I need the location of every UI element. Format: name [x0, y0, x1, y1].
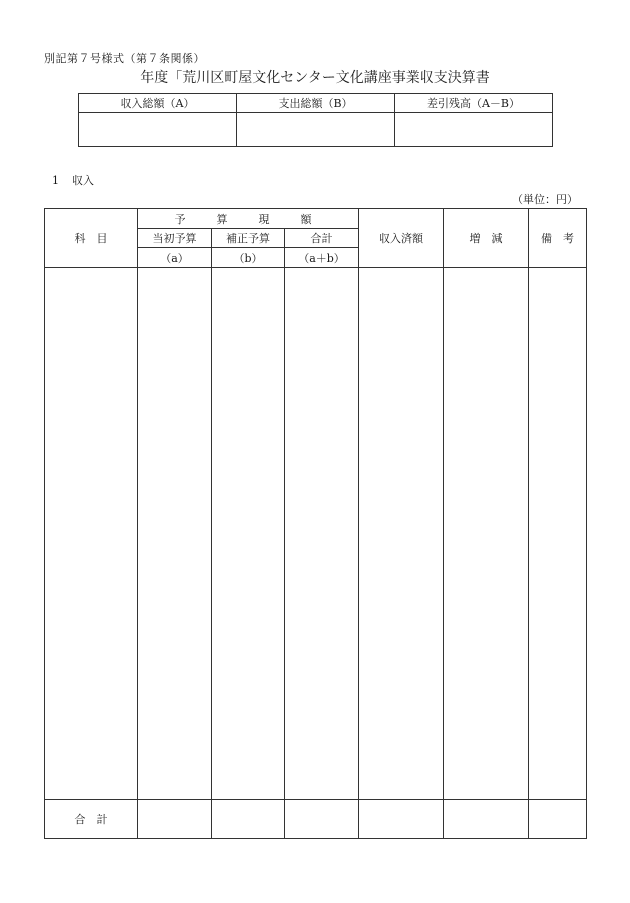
total-cell-change[interactable]	[444, 800, 529, 839]
summary-value-expense-total[interactable]	[237, 113, 395, 147]
summary-header-balance: 差引残高（A－B）	[395, 94, 553, 113]
header-change: 増 減	[444, 209, 529, 268]
summary-table	[78, 93, 553, 147]
document-title: 年度「荒川区町屋文化センター文化講座事業収支決算書	[140, 70, 490, 86]
header-budget-group: 予 算 現 額	[138, 209, 359, 229]
header-remarks: 備 考	[529, 209, 587, 268]
summary-value-income-total[interactable]	[79, 113, 237, 147]
section-number: 1	[52, 174, 59, 187]
header-budget-sum-sub: （a＋b）	[285, 248, 359, 268]
total-cell-remarks[interactable]	[529, 800, 587, 839]
section-heading	[52, 172, 94, 188]
header-supplement-budget-sub: （b）	[212, 248, 285, 268]
header-received: 収入済額	[359, 209, 444, 268]
summary-value-balance[interactable]	[395, 113, 553, 147]
unit-note: （単位：円）	[512, 193, 578, 206]
body-cell-supplement[interactable]	[212, 268, 285, 800]
header-initial-budget-sub: （a）	[138, 248, 212, 268]
section-label: 収入	[72, 174, 94, 187]
summary-header-income-total: 収入総額（A）	[79, 94, 237, 113]
header-budget-sum: 合計	[285, 229, 359, 248]
total-label: 合 計	[45, 800, 138, 839]
body-cell-received[interactable]	[359, 268, 444, 800]
header-initial-budget: 当初予算	[138, 229, 212, 248]
body-cell-sum[interactable]	[285, 268, 359, 800]
income-table	[44, 208, 587, 839]
header-supplement-budget: 補正予算	[212, 229, 285, 248]
total-cell-supplement[interactable]	[212, 800, 285, 839]
body-cell-initial[interactable]	[138, 268, 212, 800]
header-subject: 科 目	[45, 209, 138, 268]
body-cell-subject[interactable]	[45, 268, 138, 800]
body-cell-change[interactable]	[444, 268, 529, 800]
total-cell-initial[interactable]	[138, 800, 212, 839]
total-cell-received[interactable]	[359, 800, 444, 839]
body-cell-remarks[interactable]	[529, 268, 587, 800]
income-body-row	[45, 268, 587, 800]
summary-header-expense-total: 支出総額（B）	[237, 94, 395, 113]
income-total-row	[45, 800, 587, 839]
total-cell-sum[interactable]	[285, 800, 359, 839]
form-label: 別記第７号様式（第７条関係）	[44, 52, 205, 65]
